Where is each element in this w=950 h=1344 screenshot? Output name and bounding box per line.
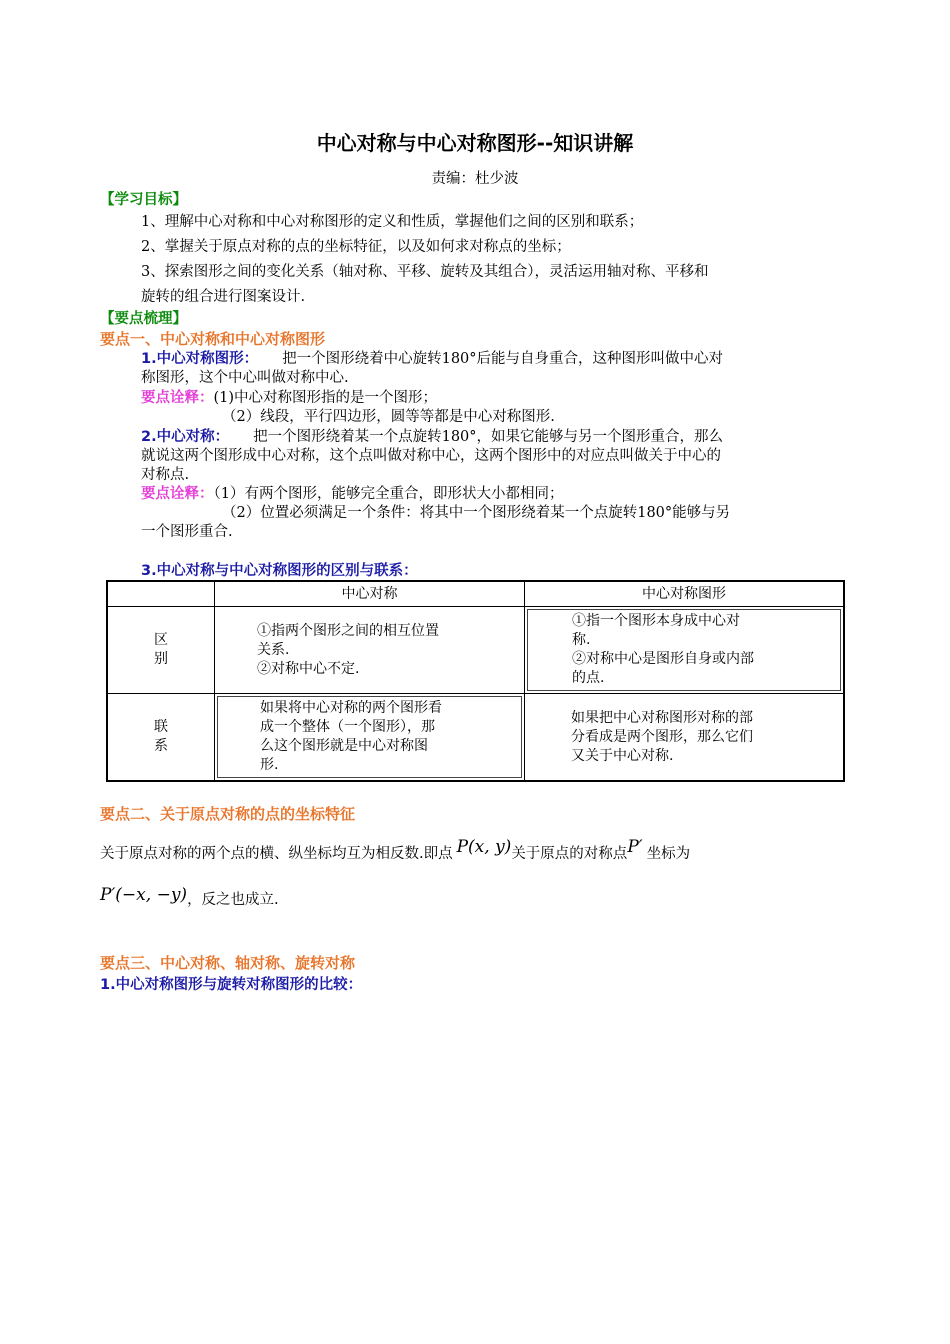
table-cell xyxy=(525,607,845,694)
point2-text-d: ，反之也成立. xyxy=(187,892,279,908)
cell-line: 么这个图形就是中心对称图 xyxy=(260,738,428,754)
note2-text-b: （2）位置必须满足一个条件：将其中一个图形绕着某一个点旋转180°能够与另 xyxy=(222,505,731,521)
row-label-char: 联 xyxy=(154,719,168,735)
comparison-table xyxy=(106,580,845,782)
objective-item-1: 1、理解中心对称和中心对称图形的定义和性质，掌握他们之间的区别和联系； xyxy=(141,214,644,230)
cell-line: 分看成是两个图形，那么它们 xyxy=(571,728,753,745)
note2-text-a: （1）有两个图形，能够完全重合，即形状大小都相同； xyxy=(213,486,564,502)
point2-text-a: 关于原点对称的两个点的横、纵坐标均互为相反数.即点 xyxy=(100,846,453,862)
table-cell xyxy=(215,694,525,782)
objective-item-3-cont: 旋转的组合进行图案设计. xyxy=(141,289,306,305)
cell-line: 如果把中心对称图形对称的部 xyxy=(571,709,753,726)
cell-line: ①指两个图形之间的相互位置 xyxy=(257,622,439,639)
note1-text-b: （2）线段，平行四边形，圆等等都是中心对称图形. xyxy=(222,409,555,425)
table-row-label xyxy=(107,694,215,782)
cell-line: 又关于中心对称. xyxy=(571,747,674,764)
point2-text-b: 关于原点的对称点 xyxy=(511,846,628,862)
row-label-char: 别 xyxy=(154,651,168,667)
row-label-char: 系 xyxy=(154,738,168,754)
def2-text-c: 对称点. xyxy=(141,467,190,483)
table-row-label xyxy=(107,607,215,694)
cell-line: 形. xyxy=(260,757,279,773)
point2-text-c: 坐标为 xyxy=(646,846,691,862)
def1-label: 1.中心对称图形： xyxy=(141,351,259,367)
objective-item-3: 3、探索图形之间的变化关系（轴对称、平移、旋转及其组合），灵活运用轴对称、平移和 xyxy=(141,264,709,280)
cell-line: 关系. xyxy=(257,641,290,658)
table-row-difference xyxy=(107,607,844,694)
def1-text-a: 把一个图形绕着中心旋转180°后能与自身重合，这种图形叫做中心对 xyxy=(282,351,724,367)
math-result: P′(−x, −y) xyxy=(100,885,188,905)
point2-line-b xyxy=(100,886,279,913)
table-cell xyxy=(525,694,845,782)
cell-line: ②对称中心是图形自身或内部 xyxy=(572,651,754,667)
table-row-connection xyxy=(107,694,844,782)
objective-item-2: 2、掌握关于原点对称的点的坐标特征，以及如何求对称点的坐标； xyxy=(141,239,571,255)
note1-line-a xyxy=(141,388,437,408)
editor-line: 责编：杜少波 xyxy=(431,171,519,187)
point2-line-a xyxy=(100,837,691,865)
point3-sub1: 1.中心对称图形与旋转对称图形的比较： xyxy=(100,977,363,993)
table-cell xyxy=(215,607,525,694)
table-header-cell-centrosymmetric-figure: 中心对称图形 xyxy=(525,581,845,607)
def2-line-a xyxy=(141,427,723,447)
objectives-heading: 【学习目标】 xyxy=(100,192,187,208)
def3-label: 3.中心对称与中心对称图形的区别与联系： xyxy=(141,563,418,579)
def2-text-b: 就说这两个图形成中心对称，这个点叫做对称中心，这两个图形中的对应点叫做关于中心的 xyxy=(141,448,721,464)
table-header-cell-central-symmetry: 中心对称 xyxy=(215,581,525,607)
row-label-char: 区 xyxy=(154,632,168,648)
def1-line-a xyxy=(141,349,723,369)
cell-line: ①指一个图形本身成中心对 xyxy=(572,613,740,629)
cell-line: 如果将中心对称的两个图形看 xyxy=(260,700,442,716)
math-point-p: P(x, y) xyxy=(456,837,512,857)
point1-heading: 要点一、中心对称和中心对称图形 xyxy=(100,330,326,348)
page-title: 中心对称与中心对称图形--知识讲解 xyxy=(316,131,634,155)
note2-label: 要点诠释： xyxy=(141,486,214,502)
def2-text-a: 把一个图形绕着某一个点旋转180°，如果它能够与另一个图形重合，那么 xyxy=(253,429,724,445)
table-header-cell-empty xyxy=(107,581,215,607)
cell-line: ②对称中心不定. xyxy=(257,660,360,677)
note2-line-a xyxy=(141,484,563,504)
summary-heading: 【要点梳理】 xyxy=(100,311,187,327)
note2-text-c: 一个图形重合. xyxy=(141,524,233,540)
def2-label: 2.中心对称： xyxy=(141,429,230,445)
def1-text-b: 称图形，这个中心叫做对称中心. xyxy=(141,370,349,386)
table-header-row xyxy=(107,581,844,607)
note1-label: 要点诠释： xyxy=(141,390,214,406)
note1-text-a: (1)中心对称图形指的是一个图形； xyxy=(213,390,438,406)
cell-line: 称. xyxy=(572,632,591,648)
point3-heading: 要点三、中心对称、轴对称、旋转对称 xyxy=(100,954,356,972)
cell-line: 成一个整体（一个图形），那 xyxy=(260,719,435,735)
cell-line: 的点. xyxy=(572,670,605,686)
math-point-p-prime: P′ xyxy=(627,837,643,857)
point2-heading: 要点二、关于原点对称的点的坐标特征 xyxy=(100,805,356,823)
